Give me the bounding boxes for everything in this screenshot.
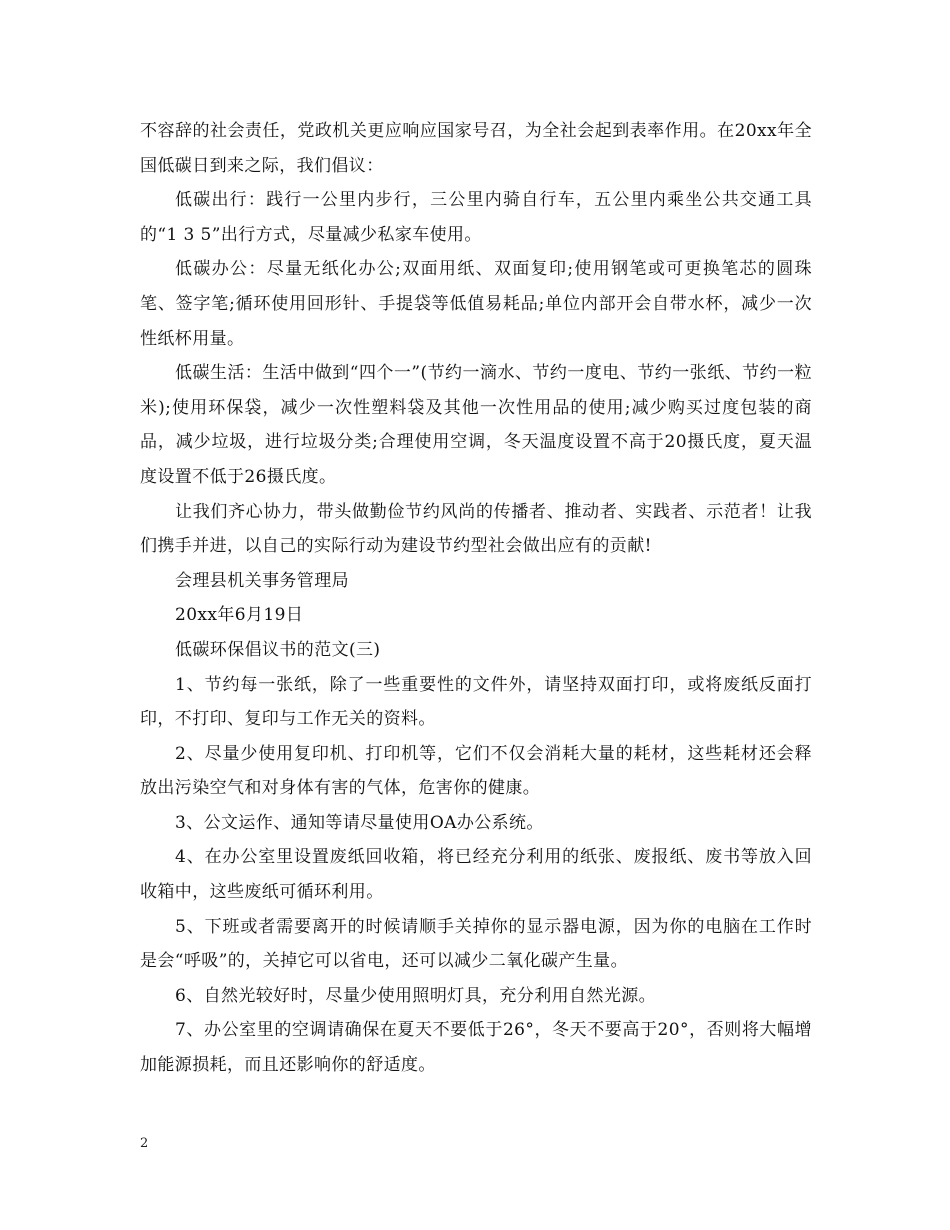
page-number: 2 [140, 1136, 149, 1151]
list-item-1: 1、节约每一张纸，除了一些重要性的文件外，请坚持双面打印，或将废纸反面打印，不打印、复印与工作无关的资料。 [140, 674, 812, 730]
list-item-4: 4、在办公室里设置废纸回收箱，将已经充分利用的纸张、废报纸、废书等放入回收箱中，这些废纸可循环利用。 [140, 847, 812, 903]
list-item-3: 3、公文运作、通知等请尽量使用OA办公系统。 [175, 812, 544, 833]
list-item-2: 2、尽量少使用复印机、打印机等，它们不仅会消耗大量的耗材，这些耗材还会释放出污染空气和对身体有害的气体，危害你的健康。 [140, 743, 812, 799]
paragraph-low-carbon-office: 低碳办公：尽量无纸化办公;双面用纸、双面复印;使用钢笔或可更换笔芯的圆珠笔、签字笔;循环使用回形针、手提袋等低值易耗品;单位内部开会自带水杯，减少一次性纸杯用量。 [140, 259, 812, 349]
paragraph-low-carbon-travel: 低碳出行：践行一公里内步行，三公里内骑自行车，五公里内乘坐公共交通工具的“1 3 5”出行方式，尽量减少私家车使用。 [140, 190, 812, 245]
paragraph-signature-org: 会理县机关事务管理局 [175, 570, 349, 591]
list-item-6: 6、自然光较好时，尽量少使用照明灯具，充分利用自然光源。 [175, 985, 657, 1006]
list-item-5: 5、下班或者需要离开的时候请顺手关掉你的显示器电源，因为你的电脑在工作时是会“呼吸”的，关掉它可以省电，还可以减少二氧化碳产生量。 [140, 916, 812, 972]
paragraph-signature-date: 20xx年6月19日 [175, 605, 304, 626]
document-body [140, 114, 812, 1083]
list-item-7: 7、办公室里的空调请确保在夏天不要低于26°，冬天不要高于20°，否则将大幅增加能源损耗，而且还影响你的舒适度。 [140, 1020, 812, 1076]
paragraph-call-to-action: 让我们齐心协力，带头做勤俭节约风尚的传播者、推动者、实践者、示范者！让我们携手并进，以自己的实际行动为建设节约型社会做出应有的贡献! [140, 501, 812, 557]
paragraph-low-carbon-life: 低碳生活：生活中做到“四个一”(节约一滴水、节约一度电、节约一张纸、节约一粒米);使用环保袋，减少一次性塑料袋及其他一次性用品的使用;减少购买过度包装的商品，减少垃圾，进行垃圾分类;合理使用空调，冬天温度设置不高于20摄氏度，夏天温度设置不低于26摄氏度。 [140, 363, 812, 487]
paragraph-1: 不容辞的社会责任，党政机关更应响应国家号召，为全社会起到表率作用。在20xx年全国低碳日到来之际，我们倡议： [140, 121, 812, 176]
section-heading: 低碳环保倡议书的范文(三) [175, 639, 381, 660]
